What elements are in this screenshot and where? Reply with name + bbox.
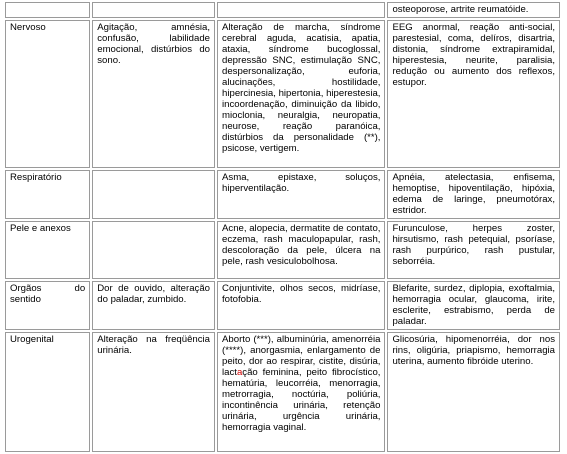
- less-common-text: ção feminina, peito fibrocístico, hematúria, leucorréia, menorragia, metrorragia, noctúria, poliúria, incontinência urinária, retenção urinária, urgência urinária, hemorragia vaginal.: [222, 367, 381, 433]
- system-cell: Respiratório: [5, 170, 90, 219]
- less-common-text: Aborto (***), albuminúria, amenorréia (****), anorgasmia, enlargamento de peito, dor ao respirar, cistite, disúria, lact: [222, 334, 381, 378]
- common-cell: [92, 170, 215, 219]
- rare-cell: osteoporose, artrite reumatóide.: [387, 2, 560, 18]
- less-common-cell: Alteração de marcha, síndrome cerebral aguda, acatisia, apatia, ataxia, síndrome bucoglossal, depressão SNC, estimulação SNC, despersonalização, euforia, alucinações, hostilidade, hipercinesia, hipertonia, hiperestesia, incoordenação, diminuição da libido, mioclonia, neuralgia, neuropatia, neurose, reação paranóica, distúrbios da personalidade (**), psicose, vertigem.: [217, 20, 385, 168]
- table-row: [5, 221, 560, 279]
- rare-cell: EEG anormal, reação anti-social, parestesial, coma, delíros, disartria, distonia, síndrome extrapiramidal, hiperestesia, neurite, paralisia, redução ou aumento dos reflexos, estupor.: [387, 20, 560, 168]
- less-common-cell: Asma, epistaxe, soluços, hiperventilação.: [217, 170, 385, 219]
- table-row: [5, 332, 560, 452]
- table-row: [5, 2, 560, 18]
- common-cell: [92, 2, 215, 18]
- less-common-cell: Acne, alopecia, dermatite de contato, eczema, rash maculopapular, rash, descoloração da pele, úlcera na pele, rash vesiculobolhosa.: [217, 221, 385, 279]
- system-cell: [5, 2, 90, 18]
- rare-cell: Furunculose, herpes zoster, hirsutismo, rash petequial, psoríase, rash purpúrico, rash pustular, seborréia.: [387, 221, 560, 279]
- rare-cell: Glicosúria, hipomenorréia, dor nos rins, oligúria, priapismo, hemorragia uterina, aumento fibróide uterino.: [387, 332, 560, 452]
- system-cell: Orgãos do sentido: [5, 281, 90, 330]
- common-cell: Alteração na freqüência urinária.: [92, 332, 215, 452]
- less-common-cell: [217, 2, 385, 18]
- less-common-cell: [217, 332, 385, 452]
- system-cell: Pele e anexos: [5, 221, 90, 279]
- table-row: [5, 170, 560, 219]
- common-cell: Agitação, amnésia, confusão, labilidade emocional, distúrbios do sono.: [92, 20, 215, 168]
- rare-cell: Apnéia, atelectasia, enfisema, hemoptise, hipoventilação, hipóxia, edema de laringe, pneumotórax, estridor.: [387, 170, 560, 219]
- highlighted-letter: a: [236, 367, 243, 378]
- table-row: [5, 20, 560, 168]
- rare-cell: Blefarite, surdez, diplopia, exoftalmia, hemorragia ocular, glaucoma, irite, esclerite, estrabismo, perda de paladar.: [387, 281, 560, 330]
- less-common-cell: Conjuntivite, olhos secos, midríase, fotofobia.: [217, 281, 385, 330]
- adverse-reactions-table: [3, 0, 562, 454]
- table-row: [5, 281, 560, 330]
- common-cell: Dor de ouvido, alteração do paladar, zumbido.: [92, 281, 215, 330]
- common-cell: [92, 221, 215, 279]
- system-cell: Urogenital: [5, 332, 90, 452]
- system-cell: Nervoso: [5, 20, 90, 168]
